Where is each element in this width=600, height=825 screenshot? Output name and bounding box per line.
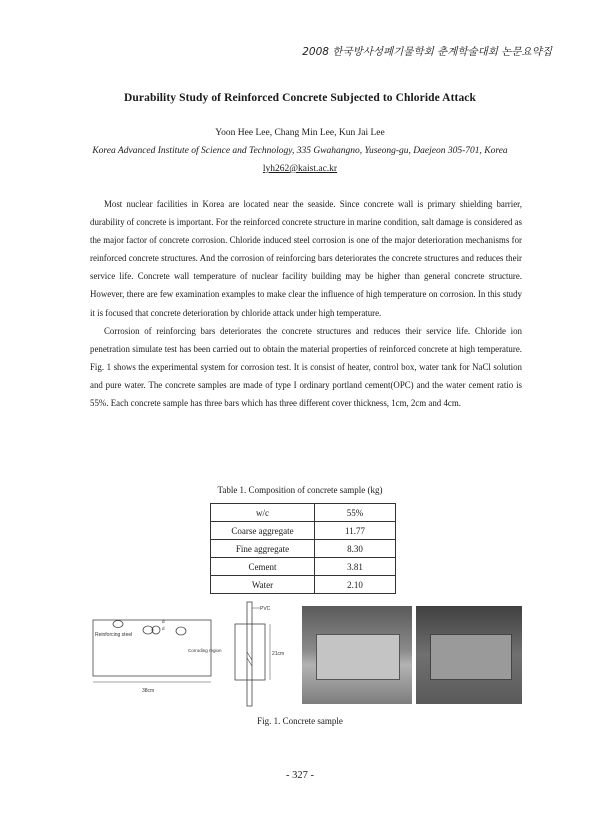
table-caption: Table 1. Composition of concrete sample (kg) bbox=[217, 485, 383, 495]
row-label: Coarse aggregate bbox=[211, 522, 315, 540]
reinforcing-steel-label: Reinforcing steel bbox=[95, 632, 133, 638]
paragraph-1: Most nuclear facilities in Korea are located near the seaside. Since concrete wall is primary shielding barrier, durability of concrete is important. For the reinforced concrete structure in marine condition, salt damage is considered as the major factor of concrete corrosion. Chloride induced steel corrosion is one of the major deterioration mechanisms for reinforced concrete structures. And the corrosion of reinforcing bars deteriorates the concrete structures and reduces their service life. Concrete wall temperature of nuclear facility building may be higher than general concrete structure. However, there are few examination examples to make clear the influence of high temperature on corrosion. In this study it is focused that concrete deterioration by chloride attack under high temperature. bbox=[90, 199, 523, 318]
paragraph-2: Corrosion of reinforcing bars deteriorates the concrete structures and reduces their service life. Chloride ion penetration simulate test has been carried out to obtain the material properties of reinforced concrete at high temperature. Fig. 1 shows the experimental system for corrosion test. It is consist of heater, control box, water tank for NaCl solution and pure water. The concrete samples are made of type I ordinary portland cement(OPC) and the water cement ratio is 55%. Each concrete sample has three bars which has three different cover thickness, 1cm, 2cm and 4cm. bbox=[90, 325, 522, 409]
table-row bbox=[211, 504, 396, 522]
table-row bbox=[211, 540, 396, 558]
row-value: 55% bbox=[315, 504, 396, 522]
affiliation: Korea Advanced Institute of Science and Technology, 335 Gwahangno, Yuseong-gu, Daejeon 305-701, Korea bbox=[92, 146, 508, 156]
pvc-label: PVC bbox=[260, 606, 271, 612]
row-value: 8.30 bbox=[315, 540, 396, 558]
row-value: 2.10 bbox=[315, 576, 396, 594]
sample-side-view-diagram bbox=[186, 600, 298, 710]
concrete-sample-photo-1 bbox=[302, 606, 412, 704]
row-label: Cement bbox=[211, 558, 315, 576]
concrete-sample-photo-2 bbox=[416, 606, 522, 704]
corroding-region-label: Corroding region bbox=[188, 648, 222, 653]
composition-table bbox=[210, 503, 396, 594]
body-text bbox=[90, 195, 522, 412]
figure-1 bbox=[90, 600, 522, 710]
d-label: d bbox=[162, 626, 165, 631]
table-row bbox=[211, 576, 396, 594]
page-number: - 327 - bbox=[286, 770, 314, 781]
row-label: Water bbox=[211, 576, 315, 594]
width-label: 38cm bbox=[142, 688, 155, 694]
authors: Yoon Hee Lee, Chang Min Lee, Kun Jai Lee bbox=[215, 128, 385, 138]
row-label: w/c bbox=[211, 504, 315, 522]
figure-caption: Fig. 1. Concrete sample bbox=[257, 716, 343, 726]
email-link[interactable]: lyh262@kaist.ac.kr bbox=[262, 164, 338, 174]
running-header: 2008 한국방사성폐기물학회 춘계학술대회 논문요약집 bbox=[302, 46, 552, 58]
paper-title: Durability Study of Reinforced Concrete Subjected to Chloride Attack bbox=[124, 92, 476, 104]
height-label: 21cm bbox=[272, 651, 285, 657]
row-label: Fine aggregate bbox=[211, 540, 315, 558]
row-value: 3.81 bbox=[315, 558, 396, 576]
d-label: d bbox=[162, 619, 165, 624]
table-row bbox=[211, 558, 396, 576]
row-value: 11.77 bbox=[315, 522, 396, 540]
table-row bbox=[211, 522, 396, 540]
email[interactable] bbox=[0, 164, 600, 174]
